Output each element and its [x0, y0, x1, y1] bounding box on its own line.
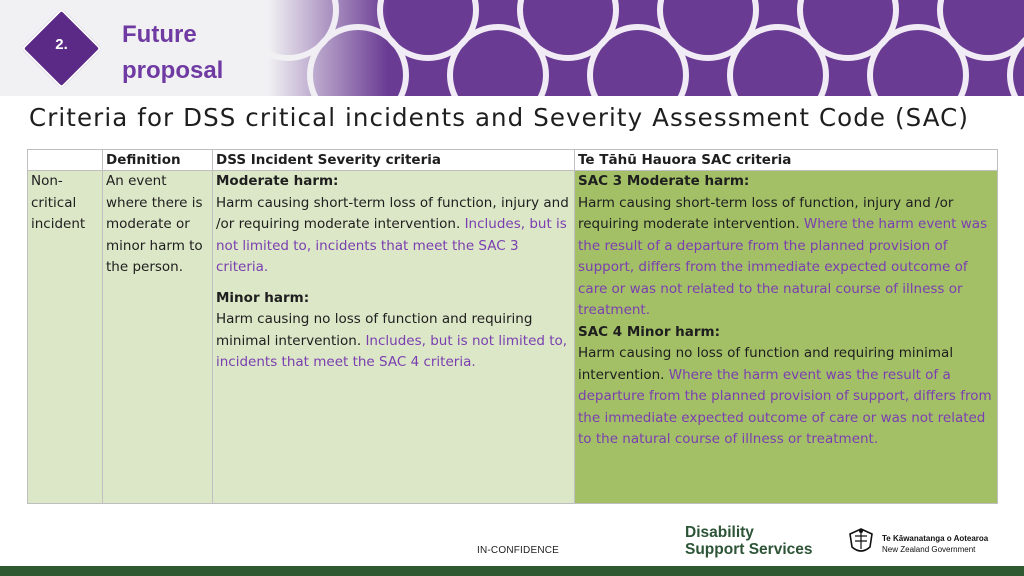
dss-minor-paragraph — [216, 309, 572, 374]
sac3-paragraph — [578, 193, 995, 322]
sac4-text: Harm causing no loss of function and requiring minimal intervention. — [578, 345, 954, 383]
dss-logo-line2: Support Services — [685, 541, 813, 558]
header-definition: Definition — [103, 150, 213, 171]
section-title — [122, 17, 223, 89]
header-dss-criteria: DSS Incident Severity criteria — [213, 150, 575, 171]
dss-criteria-cell — [213, 171, 575, 504]
dss-moderate-paragraph — [216, 193, 572, 279]
sac4-heading: SAC 4 Minor harm: — [578, 323, 721, 340]
dss-moderate-text: Harm causing short-term loss of function, injury and /or requiring moderate intervention. — [216, 194, 569, 232]
section-title-line1: Future — [122, 21, 197, 48]
sac3-text: Harm causing short-term loss of function, injury and /or requiring moderate intervention. — [578, 194, 954, 232]
table-row — [28, 171, 998, 504]
dss-moderate-note: Includes, but is not limited to, incidents that meet the SAC 3 criteria. — [216, 216, 567, 275]
sac3-note: Where the harm event was the result of a departure from the planned provision of support, differs from the immediate expected outcome of care or was not related to the natural course of illness or treatment. — [578, 216, 988, 318]
govt-line1: Te Kāwanatanga o Aotearoa — [882, 534, 989, 543]
dss-minor-note: Includes, but is not limited to, incidents that meet the SAC 4 criteria. — [216, 332, 568, 370]
dss-moderate-heading: Moderate harm: — [216, 173, 339, 189]
sac-criteria-cell — [575, 171, 998, 504]
section-number: 2. — [55, 36, 68, 53]
header-empty — [28, 150, 103, 171]
govt-line2: New Zealand Government — [882, 545, 976, 554]
table-header-row — [28, 150, 998, 171]
section-title-line2: proposal — [122, 57, 224, 84]
sac3-heading: SAC 3 Moderate harm: — [578, 173, 750, 189]
dss-logo — [685, 524, 813, 558]
footer-bar — [0, 566, 1024, 576]
slide-title: Criteria for DSS critical incidents and Severity Assessment Code (SAC) — [29, 103, 970, 132]
confidentiality-label: IN-CONFIDENCE — [477, 545, 560, 556]
government-logo — [882, 533, 988, 555]
row-label: Non-critical incident — [28, 171, 103, 504]
header-sac-criteria: Te Tāhū Hauora SAC criteria — [575, 150, 998, 171]
sac4-note: Where the harm event was the result of a departure from the planned provision of support, differs from the immediate expected outcome of care or was not related to the natural course of illness or treatment. — [578, 366, 992, 447]
decorative-pattern — [268, 0, 1024, 96]
header-band — [0, 0, 1024, 96]
definition-cell: An event where there is moderate or minor harm to the person. — [103, 171, 213, 504]
dss-minor-heading: Minor harm: — [216, 289, 310, 306]
sac4-paragraph — [578, 343, 995, 451]
coat-of-arms-icon — [846, 527, 876, 557]
dss-logo-line1: Disability — [685, 524, 754, 541]
criteria-table — [27, 149, 998, 504]
dss-minor-text: Harm causing no loss of function and requiring minimal intervention. — [216, 311, 533, 349]
